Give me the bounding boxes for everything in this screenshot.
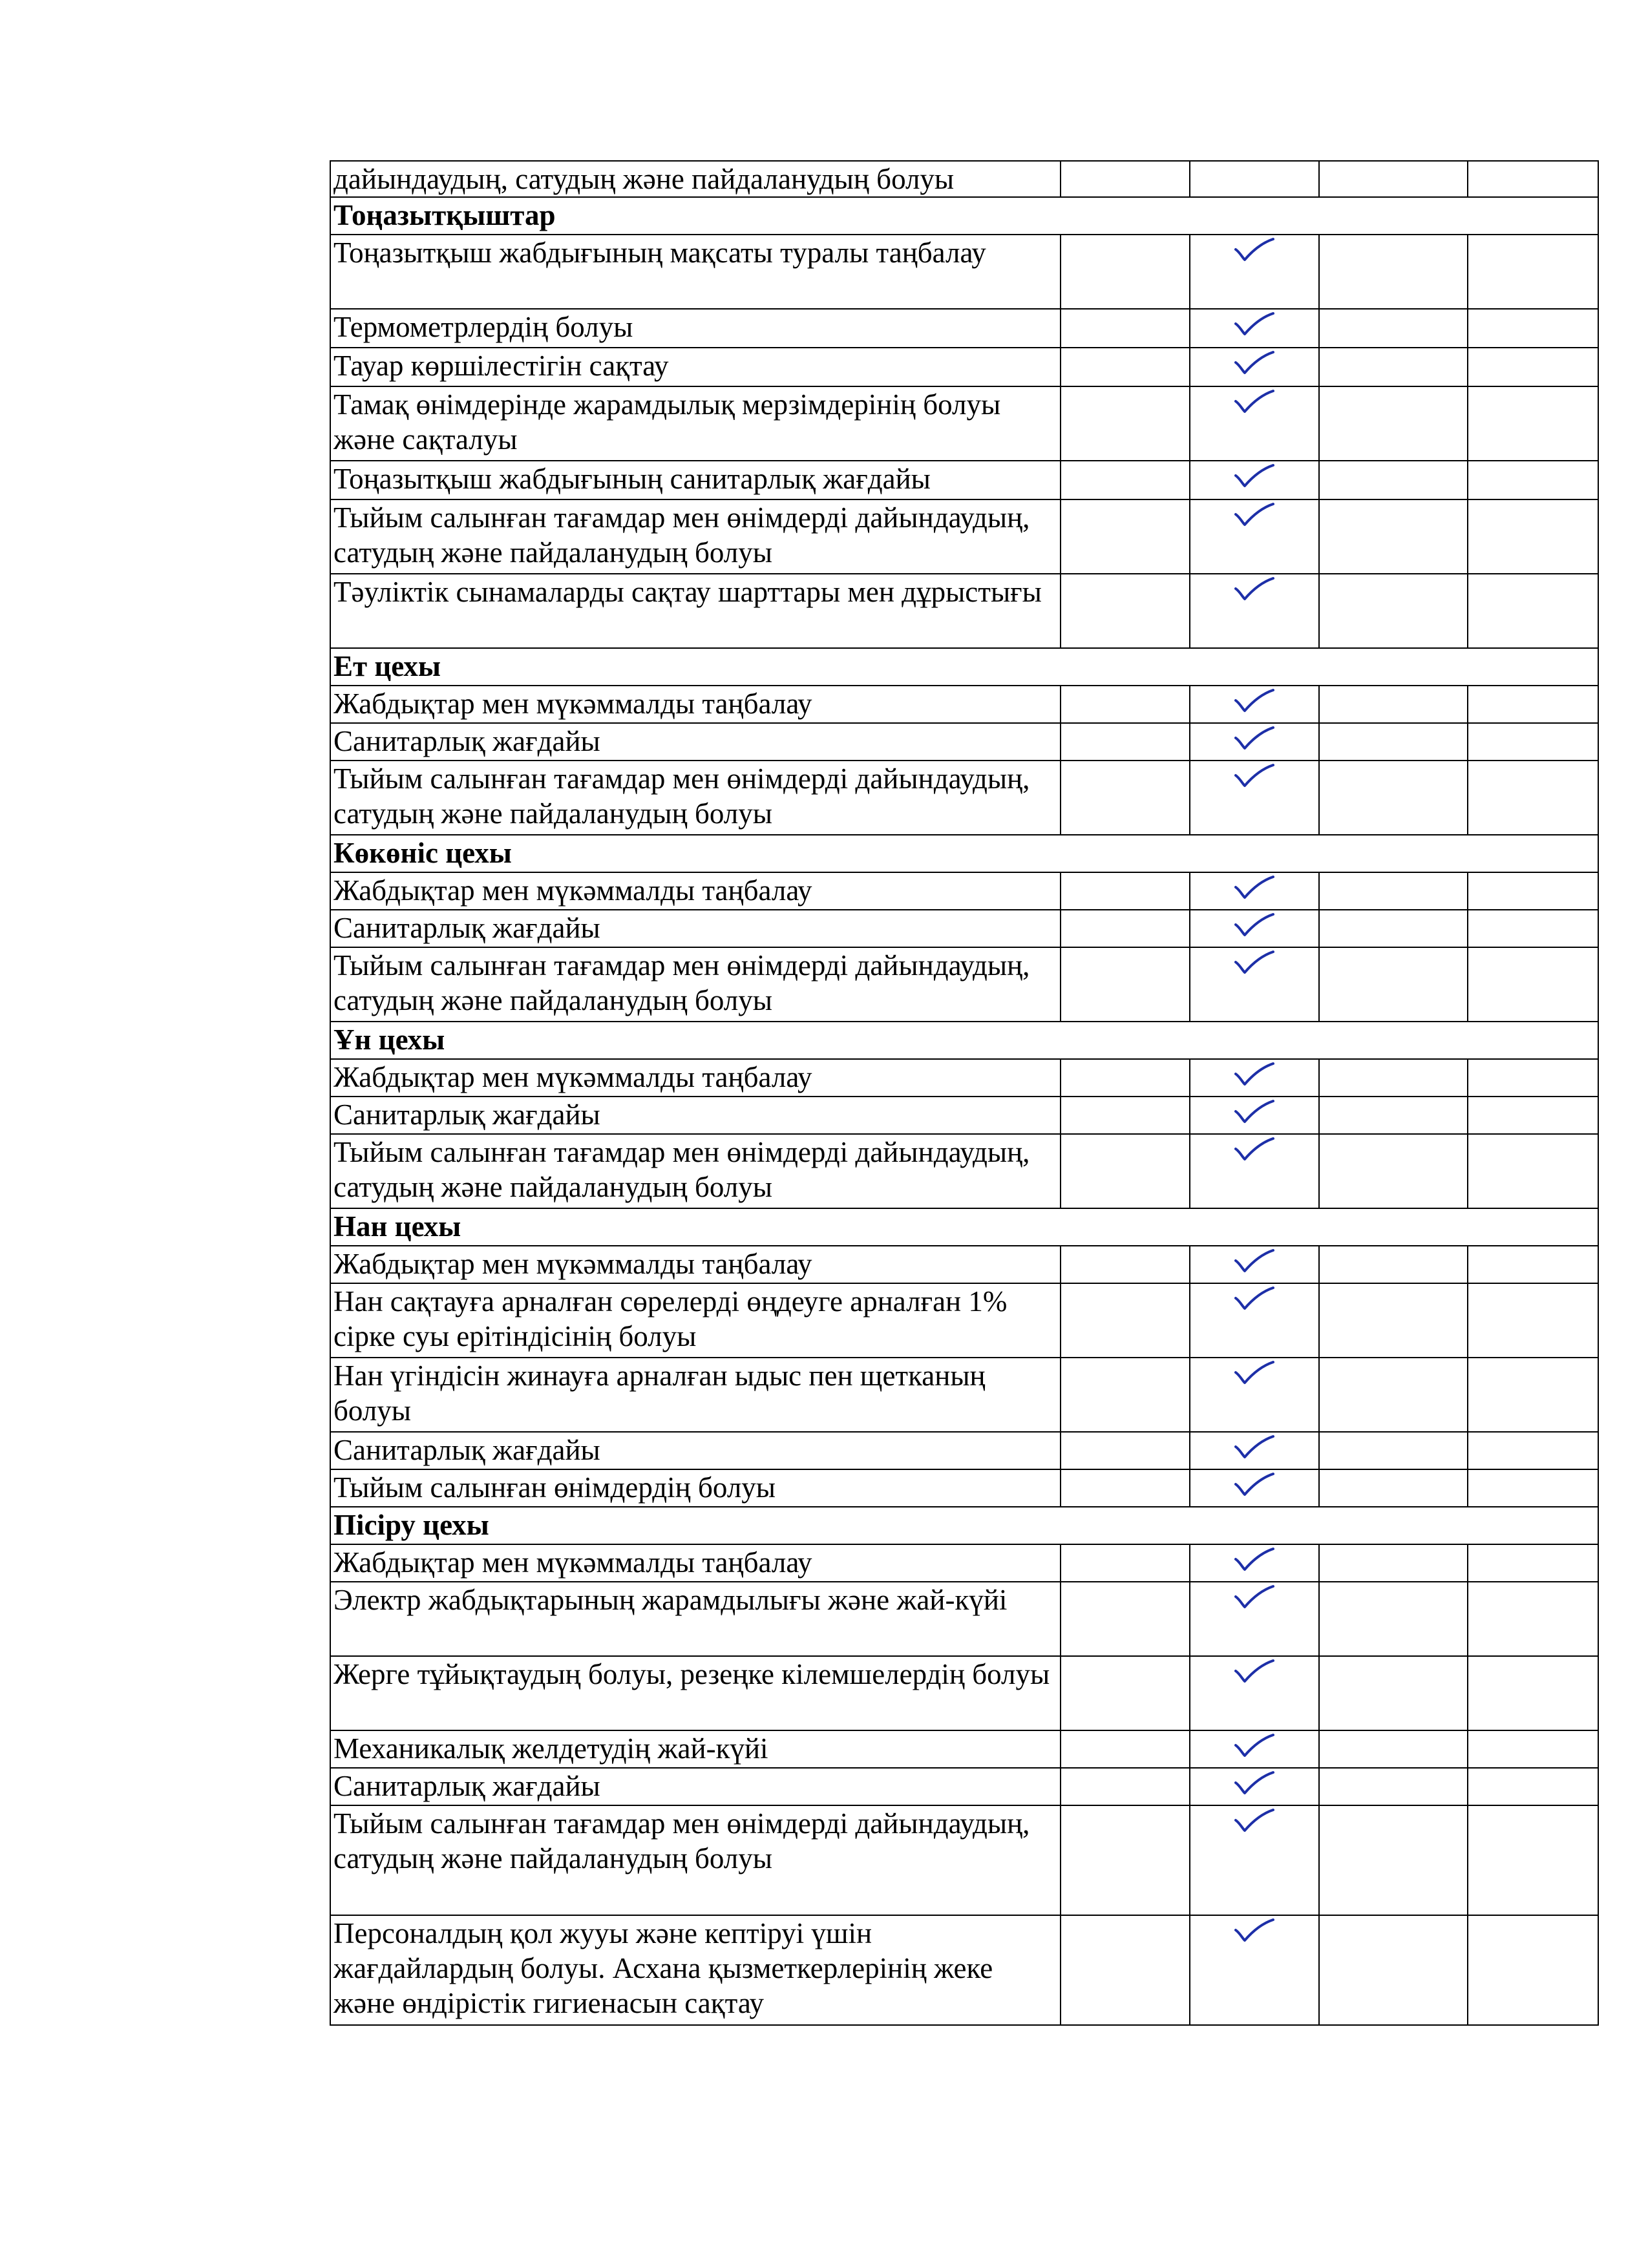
mark-cell-4 [1468,1582,1598,1656]
mark-cell-3 [1319,1805,1468,1915]
mark-cell-4 [1468,1469,1598,1507]
mark-cell-1 [1061,1544,1190,1582]
mark-cell-2 [1190,1582,1319,1656]
mark-cell-2 [1190,761,1319,835]
mark-cell-4 [1468,1283,1598,1358]
mark-cell-3 [1319,1134,1468,1208]
mark-cell-4 [1468,574,1598,648]
mark-cell-3 [1319,1097,1468,1134]
item-label: Санитарлық жағдайы [330,1432,1061,1469]
mark-cell-1 [1061,161,1190,197]
table-row [330,235,1598,309]
mark-cell-1 [1061,348,1190,386]
section-row [330,835,1598,872]
checkmark-icon [1232,1731,1277,1759]
mark-cell-4 [1468,309,1598,348]
mark-cell-2 [1190,910,1319,947]
table-row [330,574,1598,648]
mark-cell-3 [1319,461,1468,499]
table-row [330,761,1598,835]
mark-cell-2 [1190,1544,1319,1582]
checkmark-icon [1232,461,1277,490]
table-row [330,1283,1598,1358]
mark-cell-2 [1190,161,1319,197]
item-label: Санитарлық жағдайы [330,723,1061,761]
checkmark-icon [1232,310,1277,338]
mark-cell-4 [1468,947,1598,1022]
mark-cell-4 [1468,461,1598,499]
checkmark-icon [1232,500,1277,529]
mark-cell-1 [1061,1805,1190,1915]
mark-cell-3 [1319,761,1468,835]
mark-cell-1 [1061,1768,1190,1805]
table-row [330,947,1598,1022]
table-row [330,461,1598,499]
section-title: Пісіру цехы [330,1507,1598,1544]
item-label: Тамақ өнімдерінде жарамдылық мерзімдерінің болуы және сақталуы [330,386,1061,461]
item-label: дайындаудың, сатудың және пайдаланудың болуы [330,161,1061,197]
section-row [330,197,1598,235]
mark-cell-2 [1190,1358,1319,1432]
checkmark-icon [1232,1284,1277,1312]
mark-cell-3 [1319,1283,1468,1358]
mark-cell-4 [1468,235,1598,309]
mark-cell-2 [1190,1805,1319,1915]
mark-cell-3 [1319,1582,1468,1656]
table-row [330,348,1598,386]
mark-cell-3 [1319,1358,1468,1432]
table-row [330,1432,1598,1469]
mark-cell-3 [1319,1544,1468,1582]
item-label: Нан үгіндісін жинауға арналған ыдыс пен щетканың болуы [330,1358,1061,1432]
mark-cell-2 [1190,348,1319,386]
section-title: Нан цехы [330,1208,1598,1246]
mark-cell-2 [1190,1059,1319,1097]
checkmark-icon [1232,574,1277,603]
mark-cell-4 [1468,872,1598,910]
mark-cell-1 [1061,1283,1190,1358]
mark-cell-3 [1319,161,1468,197]
mark-cell-2 [1190,574,1319,648]
mark-cell-1 [1061,1582,1190,1656]
mark-cell-2 [1190,1432,1319,1469]
mark-cell-1 [1061,1469,1190,1507]
mark-cell-4 [1468,1358,1598,1432]
table-row [330,1246,1598,1283]
mark-cell-2 [1190,947,1319,1022]
mark-cell-4 [1468,1730,1598,1768]
mark-cell-1 [1061,723,1190,761]
item-label: Санитарлық жағдайы [330,1768,1061,1805]
mark-cell-4 [1468,1768,1598,1805]
mark-cell-4 [1468,1059,1598,1097]
mark-cell-3 [1319,1730,1468,1768]
mark-cell-1 [1061,1246,1190,1283]
checkmark-icon [1232,1060,1277,1088]
mark-cell-1 [1061,1059,1190,1097]
mark-cell-1 [1061,910,1190,947]
section-title: Тоңазытқыштар [330,197,1598,235]
mark-cell-2 [1190,1730,1319,1768]
mark-cell-4 [1468,1544,1598,1582]
table-row [330,161,1598,197]
mark-cell-1 [1061,1097,1190,1134]
item-label: Санитарлық жағдайы [330,910,1061,947]
mark-cell-4 [1468,1656,1598,1730]
mark-cell-4 [1468,1915,1598,2025]
item-label: Тауар көршілестігін сақтау [330,348,1061,386]
checkmark-icon [1232,387,1277,415]
item-label: Жабдықтар мен мүкәммалды таңбалау [330,872,1061,910]
checkmark-icon [1232,1433,1277,1461]
mark-cell-3 [1319,910,1468,947]
mark-cell-2 [1190,723,1319,761]
mark-cell-1 [1061,386,1190,461]
checkmark-icon [1232,761,1277,790]
mark-cell-1 [1061,1730,1190,1768]
mark-cell-4 [1468,1432,1598,1469]
table-row [330,1656,1598,1730]
item-label: Тыйым салынған өнімдердің болуы [330,1469,1061,1507]
mark-cell-1 [1061,1358,1190,1432]
item-label: Тыйым салынған тағамдар мен өнімдерді дайындаудың, сатудың және пайдаланудың болуы [330,947,1061,1022]
mark-cell-4 [1468,348,1598,386]
table-row [330,1768,1598,1805]
checkmark-icon [1232,686,1277,715]
checkmark-icon [1232,873,1277,901]
mark-cell-2 [1190,1915,1319,2025]
table-row [330,910,1598,947]
item-label: Тоңазытқыш жабдығының санитарлық жағдайы [330,461,1061,499]
mark-cell-2 [1190,1134,1319,1208]
mark-cell-1 [1061,1432,1190,1469]
mark-cell-4 [1468,1246,1598,1283]
mark-cell-4 [1468,499,1598,574]
mark-cell-1 [1061,947,1190,1022]
mark-cell-2 [1190,386,1319,461]
mark-cell-3 [1319,1059,1468,1097]
mark-cell-4 [1468,686,1598,723]
item-label: Тыйым салынған тағамдар мен өнімдерді дайындаудың, сатудың және пайдаланудың болуы [330,761,1061,835]
mark-cell-1 [1061,461,1190,499]
mark-cell-2 [1190,1283,1319,1358]
table-row [330,1805,1598,1915]
table-row [330,872,1598,910]
checkmark-icon [1232,348,1277,377]
mark-cell-4 [1468,910,1598,947]
item-label: Тыйым салынған тағамдар мен өнімдерді дайындаудың, сатудың және пайдаланудың болуы [330,1134,1061,1208]
mark-cell-4 [1468,161,1598,197]
mark-cell-4 [1468,1097,1598,1134]
mark-cell-1 [1061,499,1190,574]
mark-cell-3 [1319,1656,1468,1730]
mark-cell-2 [1190,686,1319,723]
mark-cell-3 [1319,872,1468,910]
mark-cell-4 [1468,761,1598,835]
mark-cell-3 [1319,386,1468,461]
mark-cell-2 [1190,1097,1319,1134]
section-title: Көкөніс цехы [330,835,1598,872]
item-label: Тыйым салынған тағамдар мен өнімдерді дайындаудың, сатудың және пайдаланудың болуы [330,499,1061,574]
mark-cell-3 [1319,1246,1468,1283]
mark-cell-3 [1319,1469,1468,1507]
mark-cell-1 [1061,1134,1190,1208]
table-row [330,309,1598,348]
section-title: Ет цехы [330,648,1598,686]
checkmark-icon [1232,1769,1277,1797]
mark-cell-3 [1319,348,1468,386]
checkmark-icon [1232,1358,1277,1387]
checkmark-icon [1232,948,1277,976]
section-row [330,1208,1598,1246]
mark-cell-3 [1319,1915,1468,2025]
checkmark-icon [1232,1470,1277,1498]
item-label: Термометрлердің болуы [330,309,1061,348]
checkmark-icon [1232,724,1277,752]
table-row [330,386,1598,461]
section-row [330,1022,1598,1059]
checkmark-icon [1232,1545,1277,1573]
section-row [330,648,1598,686]
mark-cell-2 [1190,461,1319,499]
table-row [330,1915,1598,2025]
item-label: Нан сақтауға арналған сөрелерді өңдеуге арналған 1% сірке суы ерітіндісінің болуы [330,1283,1061,1358]
mark-cell-2 [1190,309,1319,348]
mark-cell-2 [1190,235,1319,309]
item-label: Персоналдың қол жууы және кептіруі үшін жағдайлардың болуы. Асхана қызметкерлерінің жеке және өндірістік гигиенасын сақтау [330,1915,1061,2025]
mark-cell-3 [1319,947,1468,1022]
mark-cell-4 [1468,386,1598,461]
mark-cell-1 [1061,235,1190,309]
checklist-table [330,160,1599,2026]
mark-cell-2 [1190,1656,1319,1730]
mark-cell-1 [1061,761,1190,835]
section-title: Ұн цехы [330,1022,1598,1059]
mark-cell-1 [1061,574,1190,648]
table-row [330,686,1598,723]
checkmark-icon [1232,1657,1277,1685]
mark-cell-4 [1468,723,1598,761]
checkmark-icon [1232,1806,1277,1834]
mark-cell-4 [1468,1134,1598,1208]
item-label: Санитарлық жағдайы [330,1097,1061,1134]
item-label: Электр жабдықтарының жарамдылығы және жай-күйі [330,1582,1061,1656]
mark-cell-3 [1319,574,1468,648]
section-row [330,1507,1598,1544]
checklist-body [330,161,1598,2025]
item-label: Тоңазытқыш жабдығының мақсаты туралы таңбалау [330,235,1061,309]
table-row [330,499,1598,574]
mark-cell-1 [1061,309,1190,348]
table-row [330,1059,1598,1097]
item-label: Механикалық желдетудің жай-күйі [330,1730,1061,1768]
checkmark-icon [1232,235,1277,264]
item-label: Жабдықтар мен мүкәммалды таңбалау [330,1246,1061,1283]
mark-cell-3 [1319,499,1468,574]
mark-cell-2 [1190,872,1319,910]
mark-cell-4 [1468,1805,1598,1915]
table-row [330,1544,1598,1582]
table-row [330,1730,1598,1768]
mark-cell-2 [1190,499,1319,574]
item-label: Жерге тұйықтаудың болуы, резеңке кілемшелердің болуы [330,1656,1061,1730]
table-row [330,1097,1598,1134]
mark-cell-3 [1319,686,1468,723]
checkmark-icon [1232,1097,1277,1126]
item-label: Тәуліктік сынамаларды сақтау шарттары мен дұрыстығы [330,574,1061,648]
checkmark-icon [1232,1916,1277,1944]
mark-cell-1 [1061,872,1190,910]
table-row [330,1358,1598,1432]
mark-cell-1 [1061,1656,1190,1730]
checkmark-icon [1232,1582,1277,1611]
mark-cell-3 [1319,309,1468,348]
table-row [330,1582,1598,1656]
item-label: Жабдықтар мен мүкәммалды таңбалау [330,1059,1061,1097]
item-label: Жабдықтар мен мүкәммалды таңбалау [330,1544,1061,1582]
mark-cell-3 [1319,1768,1468,1805]
mark-cell-1 [1061,686,1190,723]
mark-cell-3 [1319,723,1468,761]
mark-cell-2 [1190,1768,1319,1805]
mark-cell-2 [1190,1469,1319,1507]
checkmark-icon [1232,1246,1277,1275]
item-label: Жабдықтар мен мүкәммалды таңбалау [330,686,1061,723]
table-row [330,723,1598,761]
item-label: Тыйым салынған тағамдар мен өнімдерді дайындаудың, сатудың және пайдаланудың болуы [330,1805,1061,1915]
mark-cell-3 [1319,1432,1468,1469]
table-row [330,1134,1598,1208]
mark-cell-1 [1061,1915,1190,2025]
checkmark-icon [1232,910,1277,939]
checkmark-icon [1232,1135,1277,1163]
mark-cell-3 [1319,235,1468,309]
mark-cell-2 [1190,1246,1319,1283]
table-row [330,1469,1598,1507]
